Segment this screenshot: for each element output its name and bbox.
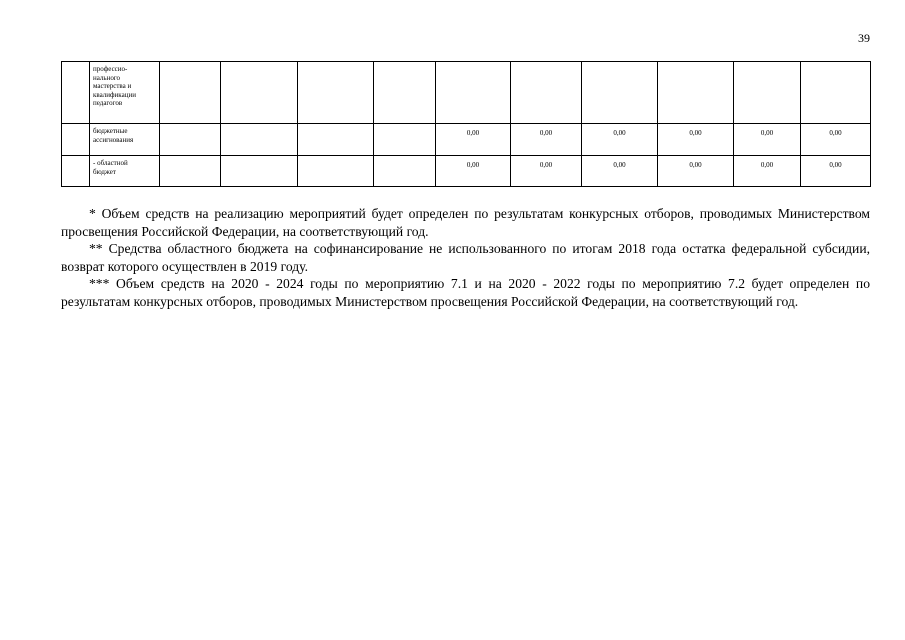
table-cell (62, 156, 90, 187)
value-cell: 0,00 (801, 124, 871, 156)
table-row (62, 156, 871, 187)
table-cell (374, 156, 436, 187)
value-cell (801, 62, 871, 124)
value-cell: 0,00 (658, 156, 734, 187)
table-cell (62, 124, 90, 156)
footnote-3: *** Объем средств на 2020 - 2024 годы по мероприятию 7.1 и на 2020 - 2022 годы по мероприятию 7.2 будет определен по результатам конкурсных отборов, проводимых Министерством просвещения Российской Федерации, на соответствующий год. (61, 276, 870, 309)
value-cell (734, 62, 801, 124)
table-cell (298, 124, 374, 156)
value-cell: 0,00 (511, 156, 582, 187)
row-label: професcио- нального мастерства и квалификации педагогов (90, 62, 160, 124)
footnotes (61, 205, 870, 310)
table-cell (160, 124, 221, 156)
row-label: бюджетные ассигнования (90, 124, 160, 156)
value-cell: 0,00 (801, 156, 871, 187)
value-cell: 0,00 (582, 124, 658, 156)
table-cell (62, 62, 90, 124)
table-cell (160, 156, 221, 187)
table-cell (160, 62, 221, 124)
page-number: 39 (858, 31, 870, 45)
table-cell (374, 124, 436, 156)
table-row (62, 124, 871, 156)
table-row (62, 62, 871, 124)
value-cell: 0,00 (734, 124, 801, 156)
value-cell (436, 62, 511, 124)
footnote-1: * Объем средств на реализацию мероприятий будет определен по результатам конкурсных отборов, проводимых Министерством просвещения Российской Федерации, на соответствующий год. (61, 206, 870, 239)
value-cell: 0,00 (436, 124, 511, 156)
table-cell (298, 62, 374, 124)
value-cell: 0,00 (658, 124, 734, 156)
value-cell (658, 62, 734, 124)
value-cell: 0,00 (511, 124, 582, 156)
value-cell: 0,00 (734, 156, 801, 187)
budget-table (61, 61, 871, 187)
table-cell (298, 156, 374, 187)
table-cell (221, 62, 298, 124)
footnote-2: ** Средства областного бюджета на софинансирование не использованного по итогам 2018 года остатка федеральной субсидии, возврат которого осуществлен в 2019 году. (61, 241, 870, 274)
table-cell (374, 62, 436, 124)
value-cell: 0,00 (436, 156, 511, 187)
value-cell (511, 62, 582, 124)
value-cell (582, 62, 658, 124)
table-cell (221, 156, 298, 187)
value-cell: 0,00 (582, 156, 658, 187)
table-cell (221, 124, 298, 156)
row-label: - областной бюджет (90, 156, 160, 187)
